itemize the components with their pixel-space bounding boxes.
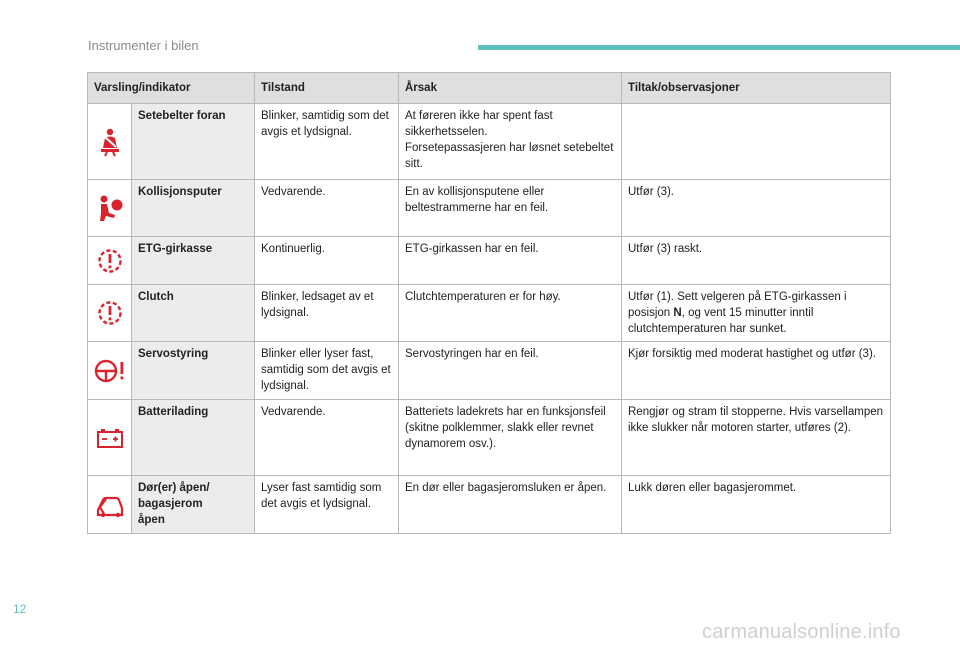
state-cell: Lyser fast samtidig som det avgis et lydsignal. [255,476,399,534]
action-cell [622,285,891,342]
table-row [88,285,891,342]
action-text: Utfør (1). Sett velgeren på ETG-girkassen i posisjon [628,291,847,319]
column-header-state: Tilstand [255,73,399,104]
state-cell: Blinker eller lyser fast, samtidig som det avgis et lydsignal. [255,342,399,400]
cause-cell: Clutchtemperaturen er for høy. [399,285,622,342]
indicator-name: Kollisjonsputer [132,180,255,237]
table-row [88,400,891,476]
indicator-name: Batterilading [132,400,255,476]
action-cell [622,104,891,180]
cause-cell: En dør eller bagasjeromsluken er åpen. [399,476,622,534]
table-row [88,104,891,180]
steering-warning-icon [88,342,132,400]
cause-cell: At føreren ikke har spent fast sikkerhetsselen. Forsetepassasjeren har løsnet setebeltet sitt. [399,104,622,180]
page-number: 12 [13,602,27,616]
indicator-name: ETG-girkasse [132,237,255,285]
indicator-name: Clutch [132,285,255,342]
table-row [88,476,891,534]
indicator-name: Servostyring [132,342,255,400]
action-cell: Lukk døren eller bagasjerommet. [622,476,891,534]
warning-table [87,72,891,534]
table-row [88,342,891,400]
battery-icon [88,400,132,476]
state-cell: Vedvarende. [255,180,399,237]
action-cell: Utfør (3) raskt. [622,237,891,285]
table-header-row [88,73,891,104]
indicator-name: Setebelter foran [132,104,255,180]
state-cell: Vedvarende. [255,400,399,476]
column-header-cause: Årsak [399,73,622,104]
seatbelt-icon [88,104,132,180]
action-cell: Utfør (3). [622,180,891,237]
cause-cell: Batteriets ladekrets har en funksjonsfeil (skitne polklemmer, slakk eller revnet dynamorem osv.). [399,400,622,476]
column-header-action: Tiltak/observasjoner [622,73,891,104]
gear-position-n: N [673,307,682,319]
cause-cell: ETG-girkassen har en feil. [399,237,622,285]
door-open-icon [88,476,132,534]
table-row [88,237,891,285]
cause-cell: En av kollisjonsputene eller beltestrammerne har en feil. [399,180,622,237]
state-cell: Blinker, ledsaget av et lydsignal. [255,285,399,342]
state-cell: Blinker, samtidig som det avgis et lydsignal. [255,104,399,180]
airbag-icon [88,180,132,237]
indicator-name: Dør(er) åpen/ bagasjerom åpen [132,476,255,534]
watermark: carmanualsonline.info [702,621,901,643]
action-cell: Kjør forsiktig med moderat hastighet og utfør (3). [622,342,891,400]
state-cell: Kontinuerlig. [255,237,399,285]
table-row [88,180,891,237]
column-header-indicator: Varsling/indikator [88,73,255,104]
gear-warning-icon [88,237,132,285]
section-title: Instrumenter i bilen [88,38,199,53]
action-cell: Rengjør og stram til stopperne. Hvis varsellampen ikke slukker når motoren starter, utføres (2). [622,400,891,476]
cause-cell: Servostyringen har en feil. [399,342,622,400]
gear-warning-icon [88,285,132,342]
action-text: , og vent 15 minutter inntil clutchtemperaturen har sunket. [628,307,814,335]
section-accent-bar [478,45,960,50]
